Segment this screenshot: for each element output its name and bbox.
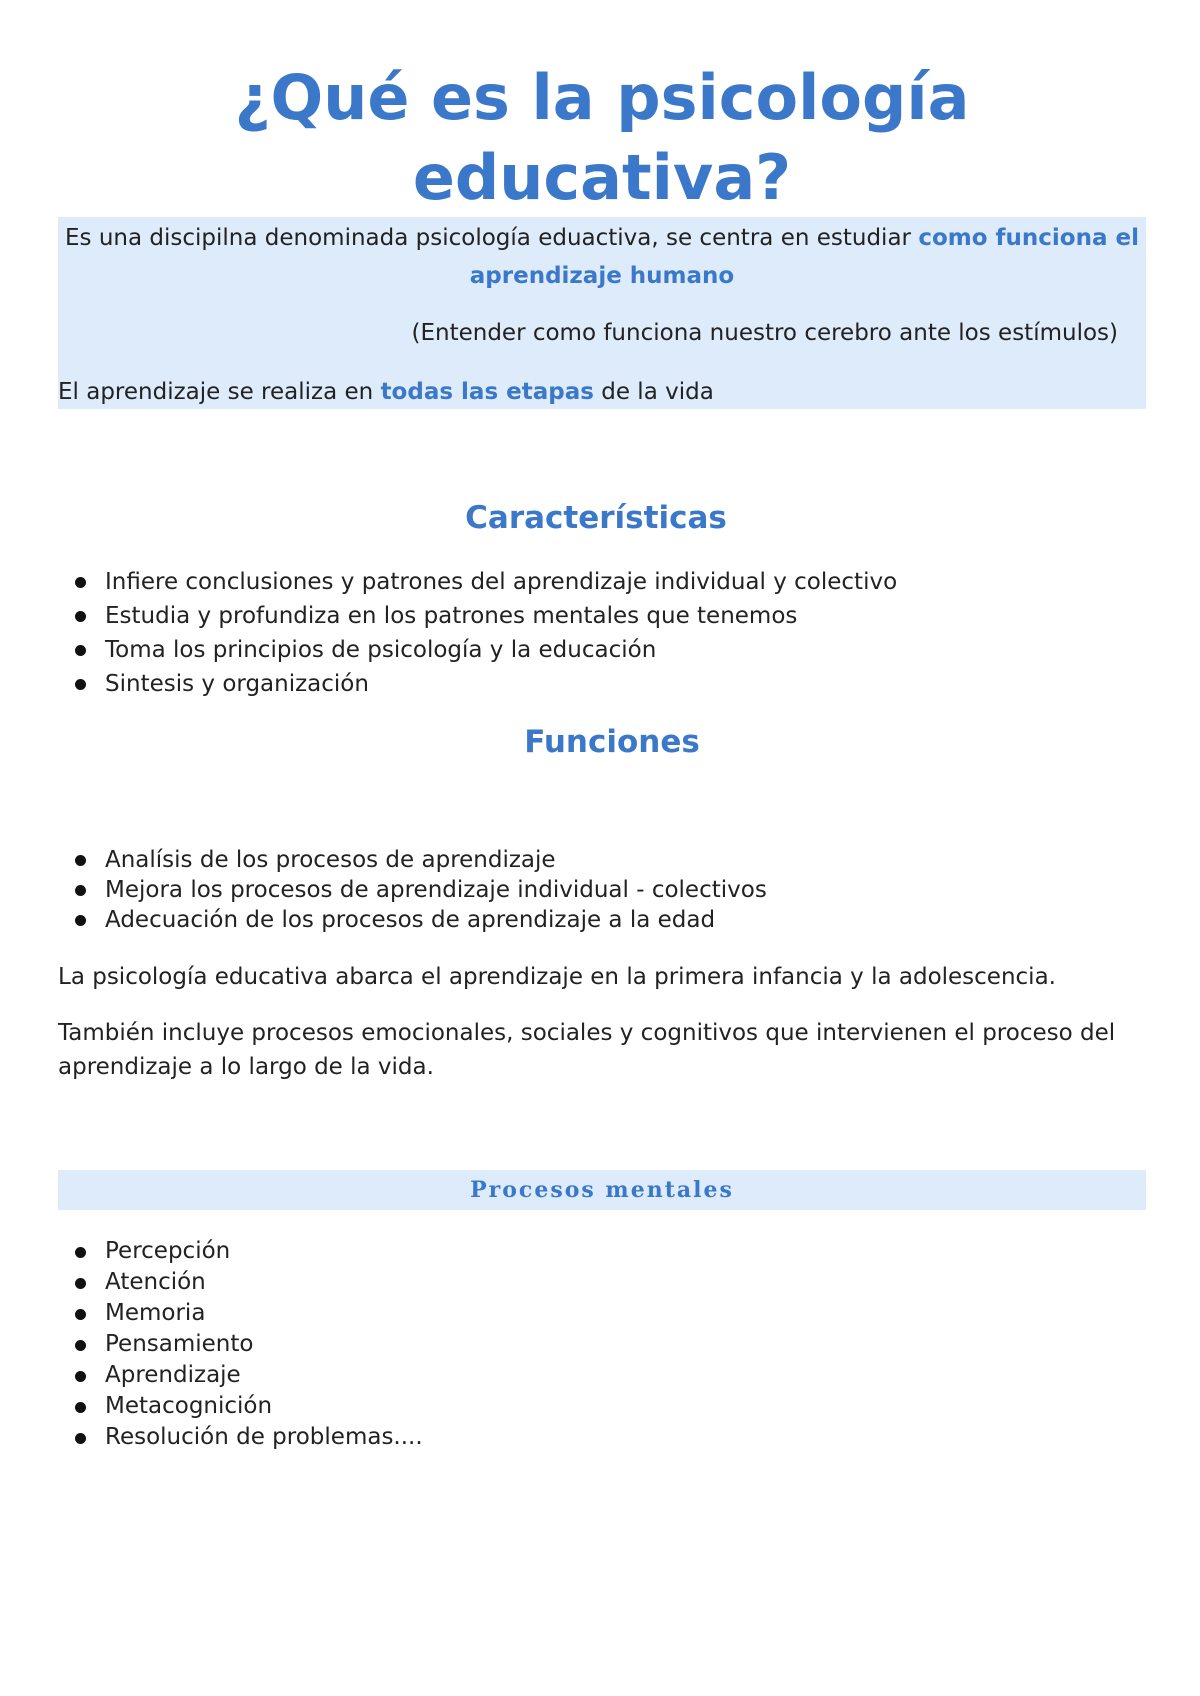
procesos-list	[58, 1236, 423, 1453]
list-item	[58, 1298, 423, 1329]
caracteristicas-list	[58, 565, 897, 701]
list-item-text: Pensamiento	[105, 1331, 254, 1357]
heading-funciones: Funciones	[524, 724, 700, 760]
list-item	[58, 1236, 423, 1267]
list-item-text: Estudia y profundiza en los patrones mentales que tenemos	[105, 603, 798, 629]
bullet-icon	[75, 885, 86, 896]
bullet-icon	[75, 1278, 86, 1289]
list-item-text: Infiere conclusiones y patrones del aprendizaje individual y colectivo	[105, 569, 898, 595]
list-item	[58, 565, 897, 599]
list-item-text: Resolución de problemas....	[105, 1424, 423, 1450]
intro-stages-after: de la vida	[593, 379, 714, 405]
heading-procesos-mentales: Procesos mentales	[470, 1177, 734, 1203]
list-item-text: Sintesis y organización	[105, 671, 369, 697]
paragraph-infancia: La psicología educativa abarca el aprendizaje en la primera infancia y la adolescencia.	[58, 964, 1056, 990]
bullet-icon	[75, 855, 86, 866]
list-item	[58, 845, 767, 875]
bullet-icon	[75, 645, 86, 656]
intro-stages-highlight: todas las etapas	[380, 379, 594, 405]
list-item-text: Aprendizaje	[105, 1362, 241, 1388]
bullet-icon	[75, 1433, 86, 1444]
list-item	[58, 905, 767, 935]
list-item	[58, 599, 897, 633]
list-item-text: Analísis de los procesos de aprendizaje	[105, 847, 556, 873]
list-item	[58, 1360, 423, 1391]
funciones-list	[58, 845, 767, 935]
list-item-text: Memoria	[105, 1300, 206, 1326]
list-item	[58, 667, 897, 701]
bullet-icon	[75, 1402, 86, 1413]
bullet-icon	[75, 611, 86, 622]
bullet-icon	[75, 1247, 86, 1258]
intro-highlight-box	[58, 217, 1146, 409]
list-item	[58, 1422, 423, 1453]
list-item	[58, 875, 767, 905]
list-item	[58, 1329, 423, 1360]
paragraph-procesos: También incluye procesos emocionales, sociales y cognitivos que intervienen el proceso del aprendizaje a lo largo de la vida.	[58, 1020, 1116, 1080]
list-item	[58, 1267, 423, 1298]
bullet-icon	[75, 577, 86, 588]
list-item-text: Metacognición	[105, 1393, 273, 1419]
bullet-icon	[75, 1371, 86, 1382]
bullet-icon	[75, 915, 86, 926]
intro-stages-before: El aprendizaje se realiza en	[58, 379, 381, 405]
intro-definition-text: Es una discipilna denominada psicología eduactiva, se centra en estudiar	[65, 225, 919, 251]
list-item-text: Toma los principios de psicología y la educación	[105, 637, 657, 663]
list-item-text: Atención	[105, 1269, 206, 1295]
list-item-text: Percepción	[105, 1238, 231, 1264]
intro-definition-highlight: como funciona el aprendizaje humano	[469, 225, 1139, 289]
heading-caracteristicas: Características	[465, 500, 727, 536]
bullet-icon	[75, 1340, 86, 1351]
intro-stages	[58, 375, 714, 409]
intro-note: (Entender como funciona nuestro cerebro ante los estímulos)	[411, 320, 1118, 346]
bullet-icon	[75, 679, 86, 690]
list-item	[58, 1391, 423, 1422]
intro-definition	[58, 219, 1146, 295]
page-title: ¿Qué es la psicología educativa?	[234, 61, 970, 214]
procesos-heading-box	[58, 1170, 1146, 1210]
list-item-text: Mejora los procesos de aprendizaje individual - colectivos	[105, 877, 767, 903]
bullet-icon	[75, 1309, 86, 1320]
list-item-text: Adecuación de los procesos de aprendizaje a la edad	[105, 907, 716, 933]
list-item	[58, 633, 897, 667]
